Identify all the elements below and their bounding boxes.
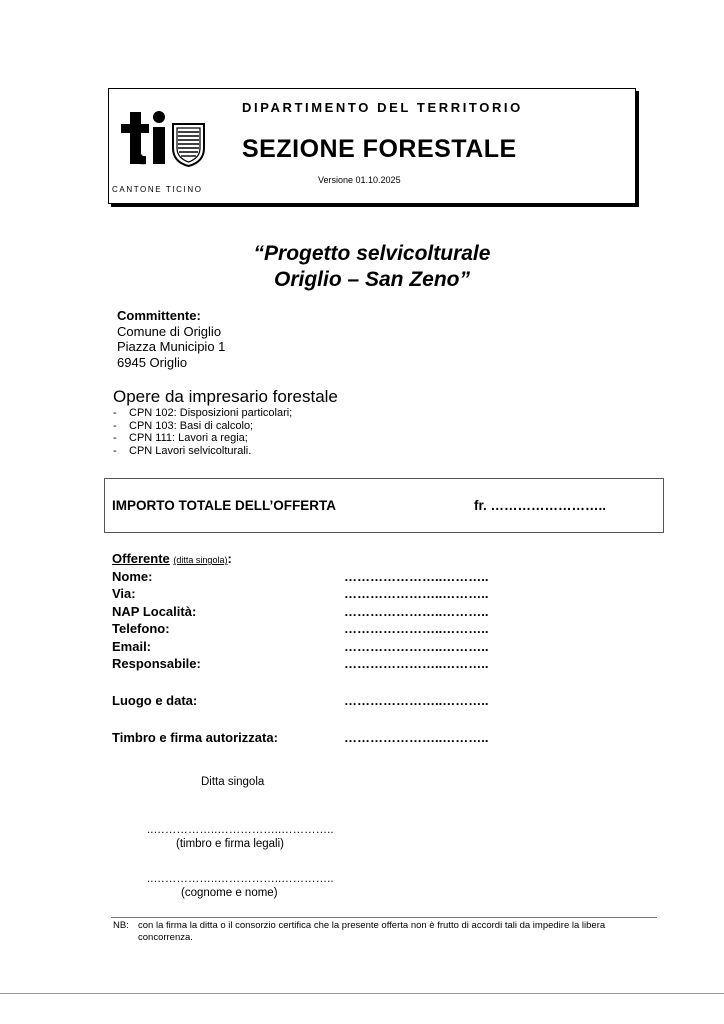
field-label-nap: NAP Località:	[112, 604, 197, 619]
committente-line: Comune di Origlio	[117, 323, 222, 339]
ticino-logo	[118, 108, 210, 175]
opere-heading: Opere da impresario forestale	[113, 387, 338, 406]
note-key: NB:	[113, 920, 129, 931]
footer-divider	[0, 993, 724, 994]
list-item: - CPN Lavori selvicolturali.	[113, 444, 252, 457]
committente-line: Piazza Municipio 1	[117, 339, 226, 354]
offerente-heading: Offerente (ditta singola):	[112, 551, 232, 566]
importo-label: IMPORTO TOTALE DELL’OFFERTA	[112, 498, 336, 513]
canton-label: CANTONE TICINO	[112, 185, 203, 194]
project-title-line-1: “Progetto selvicolturale	[253, 242, 491, 265]
note	[113, 920, 658, 944]
field-nap[interactable]: …………………..………..	[344, 604, 489, 619]
version-label: Versione 01.10.2025	[318, 175, 401, 185]
field-responsabile[interactable]: …………………..………..	[344, 656, 489, 671]
list-bullet: -	[113, 444, 117, 457]
list-item: - CPN 102: Disposizioni particolari;	[113, 407, 293, 419]
field-label-via: Via:	[112, 586, 136, 601]
field-label-telefono: Telefono:	[112, 621, 170, 636]
list-item: - CPN 103: Basi di calcolo;	[113, 419, 254, 432]
field-via[interactable]: …………………..………..	[344, 586, 489, 601]
importo-value-field[interactable]: fr. ……………………..	[474, 498, 607, 513]
list-bullet: -	[113, 407, 117, 419]
field-telefono[interactable]: …………………..………..	[344, 621, 489, 636]
name-line[interactable]: ..……………..……………..…………..	[147, 873, 334, 885]
signature-line[interactable]: ..……………..……………..…………..	[147, 824, 334, 836]
section-title: SEZIONE FORESTALE	[242, 135, 517, 163]
list-bullet: -	[113, 432, 117, 444]
field-label-nome: Nome:	[112, 569, 153, 584]
list-bullet: -	[113, 419, 117, 432]
field-label-responsabile: Responsabile:	[112, 656, 201, 671]
committente-label: Committente:	[117, 308, 201, 323]
opere-list	[113, 407, 292, 457]
field-label-email: Email:	[112, 639, 152, 654]
field-timbro[interactable]: …………………..………..	[344, 730, 489, 745]
note-text: con la firma la ditta o il consorzio certifica che la presente offerta non è frutto di accordi tali da impedire la libera concorrenza.	[138, 920, 606, 943]
committente-block	[117, 308, 225, 370]
signature-caption: (timbro e firma legali)	[176, 838, 284, 850]
note-divider	[111, 917, 657, 918]
name-caption: (cognome e nome)	[181, 887, 278, 899]
field-label-timbro: Timbro e firma autorizzata:	[112, 730, 278, 745]
ditta-singola-label: Ditta singola	[201, 776, 265, 788]
field-label-luogo-data: Luogo e data:	[112, 693, 198, 708]
list-item: - CPN 111: Lavori a regia;	[113, 432, 248, 444]
committente-line: 6945 Origlio	[117, 354, 188, 370]
field-nome[interactable]: …………………..………..	[344, 569, 489, 584]
field-email[interactable]: …………………..………..	[344, 639, 489, 654]
project-title-line-2: Origlio – San Zeno”	[273, 268, 471, 291]
department-title: DIPARTIMENTO DEL TERRITORIO	[242, 100, 523, 115]
field-luogo-data[interactable]: …………………..………..	[344, 693, 489, 708]
